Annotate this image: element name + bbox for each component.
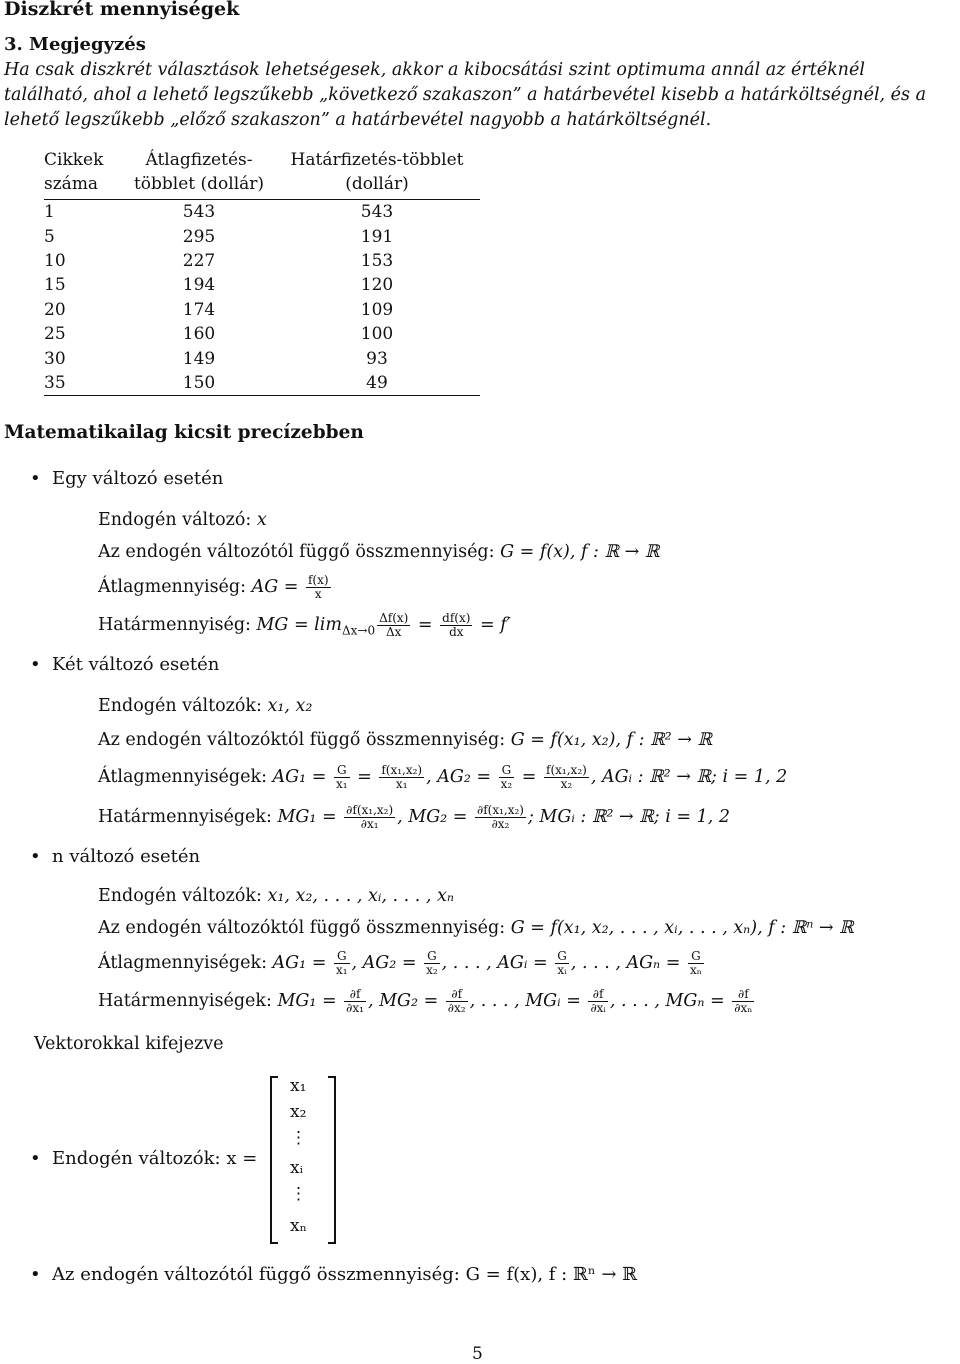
- two-var-marginal: Határmennyiségek: MG₁ = $\frac{\text{∂f(x₁,x₂)}}{\text{∂x₁}}$ , MG₂ = $\frac{\text{∂f(x₁,x₂)}}{\text{∂x₂}}$ ; MGᵢ : ℝ² → ℝ; i = 1, 2: [98, 803, 730, 831]
- bullet-vector-endogenous: • Endogén változók: x =: [52, 1148, 257, 1169]
- vector-title: Vektorokkal kifejezve: [34, 1034, 224, 1054]
- subsection-title: Matematikailag kicsit precízebben: [4, 422, 364, 443]
- page-number: 5: [472, 1344, 483, 1364]
- n-var-total: Az endogén változóktól függő összmennyiség: G = f(x₁, x₂, . . . , xᵢ, . . . , xₙ), f : ℝⁿ → ℝ: [98, 918, 854, 938]
- two-var-endogenous: Endogén változók: x₁, x₂: [98, 696, 313, 716]
- bullet-two-variables: • Két változó esetén: [52, 654, 219, 675]
- header-marginal: Határfizetés-többlet (dollár): [274, 148, 480, 200]
- vector-entry: x₁: [290, 1076, 307, 1096]
- header-average: Átlagfizetés- többlet (dollár): [124, 148, 274, 200]
- note-body: Ha csak diszkrét választások lehetségesek, akkor a kibocsátási szint optimuma annál az értéknél található, ahol a lehető legszűkebb „következő szakaszon” a határbevétel kisebb a határköltségnél, és a lehető legszűkebb „előző szakaszon” a határbevétel nagyobb a határköltségnél.: [4, 60, 927, 130]
- vector-bracket: [270, 1076, 336, 1244]
- n-var-endogenous: Endogén változók: x₁, x₂, . . . , xᵢ, . . . , xₙ: [98, 886, 454, 906]
- note-title: 3. Megjegyzés: [4, 34, 146, 55]
- vector-entry: x₂: [290, 1102, 307, 1122]
- payment-table: [44, 148, 480, 396]
- two-var-total: Az endogén változóktól függő összmennyiség: G = f(x₁, x₂), f : ℝ² → ℝ: [98, 730, 713, 750]
- table-row: 15 194 120: [44, 275, 394, 296]
- vector-entry: xₙ: [290, 1216, 307, 1236]
- table-row: 35 150 49: [44, 371, 480, 396]
- n-var-marginal: Határmennyiségek: MG₁ = $\frac{\partial f}{\text{∂x₁}}$ , MG₂ = $\frac{\partial f}{\text{∂x₂}}$ , . . . , MGᵢ = $\frac{\partial f}{\text{∂xᵢ}}$ , . . . , MGₙ = $\frac{\partial f}{\text{∂xₙ}}$: [98, 987, 753, 1015]
- vector-entry: ⋮: [290, 1184, 307, 1204]
- vector-entry: ⋮: [290, 1128, 307, 1148]
- table-row: 20 174 109: [44, 299, 394, 320]
- bullet-vector-total: • Az endogén változótól függő összmennyiség: G = f(x), f : ℝⁿ → ℝ: [52, 1264, 637, 1285]
- table-row: 10 227 153: [44, 250, 394, 271]
- table-header-row: [44, 148, 480, 200]
- one-var-marginal: Határmennyiség: MG = $\lim_{\Delta x\to 0}$ $\frac{\Delta f(x)}{\Delta x}$ = $\frac{df(x)}{dx}$ = f′: [98, 611, 511, 639]
- table-row: 1 543 543: [44, 202, 394, 223]
- one-var-total: Az endogén változótól függő összmennyiség: G = f(x), f : ℝ → ℝ: [98, 542, 660, 562]
- table-row: 25 160 100: [44, 324, 394, 345]
- header-count: Cikkek száma: [44, 148, 124, 200]
- vector-entry: xᵢ: [290, 1158, 304, 1178]
- two-var-average: Átlagmennyiségek: AG₁ = $\frac{G}{\text{x₁}}$ = $\frac{\text{f(x₁,x₂)}}{\text{x₁}}$ , AG₂ = $\frac{G}{\text{x₂}}$ = $\frac{\text{f(x₁,x₂)}}{\text{x₂}}$ , AGᵢ : ℝ² → ℝ; i = 1, 2: [98, 763, 788, 791]
- one-var-endogenous: Endogén változó: x: [98, 510, 267, 530]
- bullet-one-variable: • Egy változó esetén: [52, 468, 223, 489]
- n-var-average: Átlagmennyiségek: AG₁ = $\frac{G}{\text{x₁}}$ , AG₂ = $\frac{G}{\text{x₂}}$ , . . . , AGᵢ = $\frac{G}{\text{xᵢ}}$ , . . . , AGₙ = $\frac{G}{\text{xₙ}}$: [98, 949, 702, 977]
- section-title: Diszkrét mennyiségek: [4, 0, 240, 20]
- bullet-n-variables: • n változó esetén: [52, 846, 200, 867]
- one-var-average: Átlagmennyiség: AG = $\frac{f(x)}{x}$: [98, 573, 329, 601]
- table-row: 5 295 191: [44, 226, 394, 247]
- table-row: 30 149 93: [44, 348, 388, 369]
